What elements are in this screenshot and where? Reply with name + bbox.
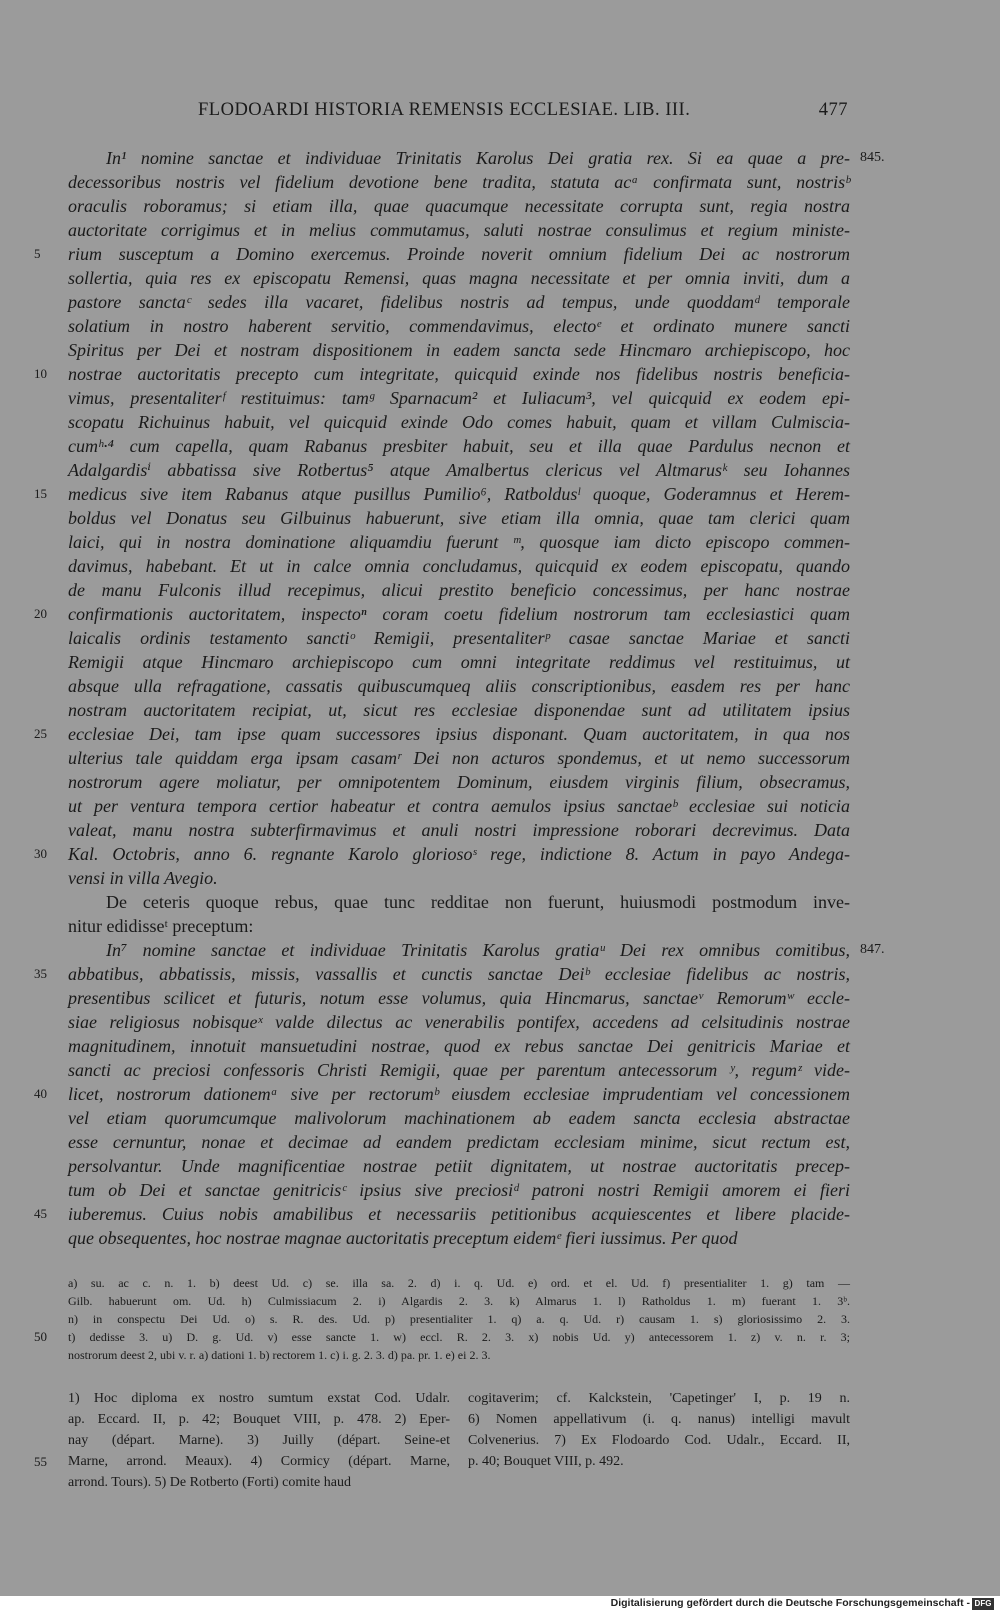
main-text-line [68,314,850,338]
footnote-line-text: Marne, arrond. Meaux). 4) Cormicy (départ. Marne, [68,1454,450,1469]
main-text-line [68,890,850,914]
main-text-line [68,674,850,698]
main-text-line-text: nostrae auctoritatis precepto cum integritate, quicquid exinde nos fidelibus nostris beneficia- [68,364,850,384]
main-text-line [68,218,850,242]
apparatus-line-text: t) dedisse 3. u) D. g. Ud. v) esse sancte 1. w) eccl. R. 2. 3. x) nobis Ud. y) antecessorem 1. z) v. n. r. 3; [68,1330,850,1344]
main-text-line-text: boldus vel Donatus seu Gilbuinus habuerunt, sive etiam illa omnia, quae tam clerici quam [68,508,850,528]
line-number: 15 [34,486,47,501]
main-text-line [68,578,850,602]
main-text-line [68,1226,850,1250]
main-text-line [34,362,850,386]
footnote-line-text: 6) Nomen appellativum (i. q. nanus) intelligi mavult [468,1412,850,1427]
footnote-line [68,1409,450,1430]
main-text-line-text: ecclesiae Dei, tam ipse quam successores ipsius disponant. Quam auctoritatem, in qua nos [68,724,850,744]
footnote-line [68,1388,450,1409]
main-text-line [68,1058,850,1082]
main-text-line-text: scopatu Richuinus habuit, vel quicquid exinde Odo comes habuit, quam et villam Culmiscia- [68,412,850,432]
footnote-line [468,1409,850,1430]
main-text-line-text: magnitudinem, innotuit mansuetudini nostrae, quod ex rebus sanctae Dei genitricis Mariae et [68,1036,850,1056]
line-number: 45 [34,1206,47,1221]
main-text-line [68,1154,850,1178]
apparatus-line [68,1310,850,1328]
main-text-line-text: Adalgardisⁱ abbatissa sive Rotbertus⁵ atque Amalbertus clericus vel Altmarusᵏ seu Iohannes [68,460,850,480]
footnote-line [468,1451,850,1472]
main-text-block [34,146,885,1250]
footnote-line-text: Colvenerius. 7) Ex Flodoardo Cod. Udalr., Eccard. II, [468,1433,850,1448]
main-text-line [68,626,850,650]
footer-credit: Digitalisierung gefördert durch die Deutsche Forschungsgemeinschaft - [610,1597,970,1609]
footnote-line [68,1472,450,1493]
main-text-line-text: nitur edidisseᵗ preceptum: [68,916,254,936]
footnote-line-text: arrond. Tours). 5) De Rotberto (Forti) comite haud [68,1475,351,1490]
line-number: 55 [34,1454,47,1469]
main-text-line [34,842,850,866]
apparatus-line-text: Gilb. habuerunt om. Ud. h) Culmissiacum 2. i) Algardis 2. 3. k) Almarus 1. l) Ratholdus 1. m) fuerant 1. 3ᵇ. [68,1294,850,1308]
main-text-line-text: tum ob Dei et sanctae genitricisᶜ ipsius sive preciosiᵈ patroni nostri Remigii amorem ei fieri [68,1180,850,1200]
main-text-line [68,1106,850,1130]
footnote-line [468,1388,850,1409]
main-text-line-text: rium susceptum a Domino exercemus. Proinde noverit omnium fidelium Dei ac nostrorum [68,244,850,264]
main-text-line [68,266,850,290]
main-text-line [68,914,850,938]
main-text-line-text: vimus, presentaliterᶠ restituimus: tamᵍ Sparnacum² et Iuliacum³, vel quicquid ex eodem epi- [68,388,850,408]
main-text-line [68,146,885,170]
main-text-line-text: In⁷ nomine sanctae et individuae Trinitatis Karolus gratiaᵘ Dei rex omnibus comitibus, [106,940,850,960]
footnote-line-text: 1) Hoc diploma ex nostro sumtum exstat Cod. Udalr. [68,1391,450,1406]
main-text-line-text: oraculis roboramus; si etiam illa, quae quacumque necessitate corrupta sunt, regia nostra [68,196,850,216]
margin-year: 847. [860,942,885,957]
main-text-line [68,170,850,194]
main-text-line-text: siae religiosus nobisqueˣ valde dilectus ac venerabilis pontifex, accedens ad celsitudinis nostrae [68,1012,850,1032]
main-text-line [68,506,850,530]
main-text-line [68,650,850,674]
line-number: 30 [34,846,47,861]
main-text-line-text: iuberemus. Cuius nobis amabilibus et necessariis petitionibus acquiescentes et libere placide- [68,1204,850,1224]
footnote-line-text: ap. Eccard. II, p. 42; Bouquet VIII, p. 478. 2) Eper- [68,1412,450,1427]
footnote-line [68,1430,450,1451]
main-text-line [34,962,850,986]
main-text-line [34,1202,850,1226]
main-text-line [34,602,850,626]
main-text-line-text: que obsequentes, hoc nostrae magnae auctoritatis preceptum eidemᵉ fieri iussimus. Per quod [68,1228,738,1248]
apparatus-line [68,1274,850,1292]
line-number: 10 [34,366,47,381]
main-text-line-text: de manu Fulconis illud recepimus, alicui prestito beneficio concessimus, per hanc nostrae [68,580,850,600]
line-number: 40 [34,1086,47,1101]
apparatus-line [68,1292,850,1310]
main-text-line [68,194,850,218]
main-text-line-text: Kal. Octobris, anno 6. regnante Karolo gloriosoˢ rege, indictione 8. Actum in payo Andega- [68,844,850,864]
main-text-line [68,386,850,410]
digitization-footer [0,1596,1000,1613]
footnotes-left-column [34,1388,450,1493]
main-text-line-text: decessoribus nostris vel fidelium devotione bene tradita, statuta acᵃ confirmata sunt, nostrisᵇ [68,172,850,192]
main-text-line-text: valeat, manu nostra subterfirmavimus et anuli nostri impressione roborari decrevimus. Data [68,820,850,840]
main-text-line [68,1130,850,1154]
line-number: 5 [34,246,41,261]
main-text-line-text: abbatibus, abbatissis, missis, vassallis et cunctis sanctae Deiᵇ ecclesiae fidelibus ac nostris, [68,964,850,984]
main-text-line [34,242,850,266]
main-text-line-text: cumʰ·⁴ cum capella, quam Rabanus presbiter habuit, seu et illa quae Pardulus necnon et [68,436,850,456]
main-text-line [68,986,850,1010]
main-text-line-text: Spiritus per Dei et nostram dispositionem in eadem sancta sede Hincmaro archiepiscopo, hoc [68,340,850,360]
line-number: 25 [34,726,47,741]
apparatus-line-text: a) su. ac c. n. 1. b) deest Ud. c) se. illa sa. 2. d) i. q. Ud. e) ord. et el. Ud. f) presentialiter 1. g) tam — [68,1276,850,1290]
main-text-line-text: In¹ nomine sanctae et individuae Trinitatis Karolus Dei gratia rex. Si ea quae a pre- [106,148,850,168]
main-text-line-text: presentibus scilicet et futuris, notum esse volumus, quia Hincmarus, sanctaeᵛ Remorumʷ eccle- [68,988,850,1008]
header-title: FLODOARDI HISTORIA REMENSIS ECCLESIAE. LIB. III. [198,100,691,120]
main-text-line-text: pastore sanctaᶜ sedes illa vacaret, fidelibus nostris ad tempus, unde quoddamᵈ temporale [68,292,850,312]
main-text-line [68,434,850,458]
main-text-line-text: auctoritate corrigimus et in melius commutamus, saluti nostrae consulimus et regium ministe- [68,220,850,240]
margin-year: 845. [860,150,885,165]
main-text-line-text: ulterius tale quiddam erga ipsam casamʳ Dei non acturos spondemus, et ut nemo successorum [68,748,850,768]
main-text-line-text: esse cernuntur, nonae et decimae ad eandem predictam ecclesiam minime, sicut rectum est, [68,1132,850,1152]
main-text-line-text: vensi in villa Avegio. [68,868,218,888]
main-text-line-text: nostram auctoritatem recipiat, ut, sicut res ecclesiae disponendae sunt ad utilitatem ipsius [68,700,850,720]
main-text-line [68,698,850,722]
main-text-line-text: confirmationis auctoritatem, inspectoⁿ coram coetu fidelium nostrorum tam ecclesiastici quam [68,604,850,624]
main-text-line [34,1082,850,1106]
main-text-line-text: sancti ac preciosi confessoris Christi Remigii, quae per parentum antecessorum ʸ, regumᶻ vide- [68,1060,850,1080]
main-text-line [68,1010,850,1034]
main-text-line-text: De ceteris quoque rebus, quae tunc redditae non fuerunt, huiusmodi postmodum inve- [106,892,850,912]
main-text-line-text: Remigii atque Hincmaro archiepiscopo cum omni integritate reddimus vel restituimus, ut [68,652,850,672]
dfg-logo: DFG [972,1598,994,1610]
main-text-line-text: sollertia, quia res ex episcopatu Remensi, quas magna necessitate et per omnia inviti, dum a [68,268,850,288]
main-text-line-text: solatium in nostro haberent servitio, commendavimus, electoᵉ et ordinato munere sancti [68,316,850,336]
main-text-line [68,938,885,962]
main-text-line-text: medicus sive item Rabanus atque pusillus Pumilio⁶, Ratboldusˡ quoque, Goderamnus et Herem- [68,484,850,504]
main-text-line [68,530,850,554]
main-text-line [68,554,850,578]
main-text-line [68,818,850,842]
main-text-line-text: ut per ventura tempora certior habeatur et contra aemulos ipsius sanctaeᵇ ecclesiae sui noticia [68,796,850,816]
main-text-line-text: licet, nostrorum dationemᵃ sive per rectorumᵇ eiusdem ecclesiae imprudentiam vel concessionem [68,1084,850,1104]
page-number: 477 [818,100,848,120]
apparatus-line [34,1328,850,1346]
main-text-line-text: laici, qui in nostra dominatione aliquamdiu fuerunt ᵐ, quosque iam dicto episcopo commen- [68,532,850,552]
main-text-line [68,410,850,434]
main-text-line [68,866,850,890]
footnote-line [468,1430,850,1451]
main-text-line-text: laicalis ordinis testamento sanctiᵒ Remigii, presentaliterᵖ casae sanctae Mariae et sancti [68,628,850,648]
line-number: 35 [34,966,47,981]
footnotes-right-column [468,1388,850,1472]
apparatus-line [68,1346,850,1364]
main-text-line [34,482,850,506]
main-text-line [68,458,850,482]
main-text-line [68,794,850,818]
line-number: 50 [34,1329,47,1344]
main-text-line [68,290,850,314]
main-text-line [68,770,850,794]
main-text-line-text: davimus, habebant. Et ut in calce omnia concludamus, quicquid ex eodem episcopatu, quando [68,556,850,576]
apparatus-line-text: nostrorum deest 2, ubi v. r. a) dationi 1. b) rectorem 1. c) i. g. 2. 3. d) pa. pr. 1. e) ei 2. 3. [68,1348,491,1362]
footnote-line-text: cogitaverim; cf. Kalckstein, 'Capetinger' I, p. 19 n. [468,1391,850,1406]
running-header [198,100,848,121]
main-text-line-text: absque ulla refragatione, cassatis quibuscumqueq aliis conscriptionibus, easdem res per hanc [68,676,850,696]
main-text-line [68,1178,850,1202]
footnote-line [34,1451,450,1472]
main-text-line [68,338,850,362]
main-text-line-text: vel etiam quorumcumque malivolorum machinationem ab eadem sancta ecclesia abstractae [68,1108,850,1128]
main-text-line [68,746,850,770]
main-text-line [34,722,850,746]
footnote-line-text: nay (départ. Marne). 3) Juilly (départ. Seine-et [68,1433,450,1448]
main-text-line-text: nostrorum agere moliatur, per omnipotentem Dominum, eiusdem virginis filium, obsecramus, [68,772,850,792]
apparatus-line-text: n) in conspectu Dei Ud. o) s. R. des. Ud. p) presentialiter 1. q) a. q. Ud. r) causam 1. s) gloriosissimo 2. 3. [68,1312,850,1326]
main-text-line-text: persolvantur. Unde magnificentiae nostrae petiit dignitatem, ut nostrae auctoritatis precep- [68,1156,850,1176]
main-text-line [68,1034,850,1058]
critical-apparatus [34,1274,850,1364]
footnote-line-text: p. 40; Bouquet VIII, p. 492. [468,1454,624,1469]
line-number: 20 [34,606,47,621]
